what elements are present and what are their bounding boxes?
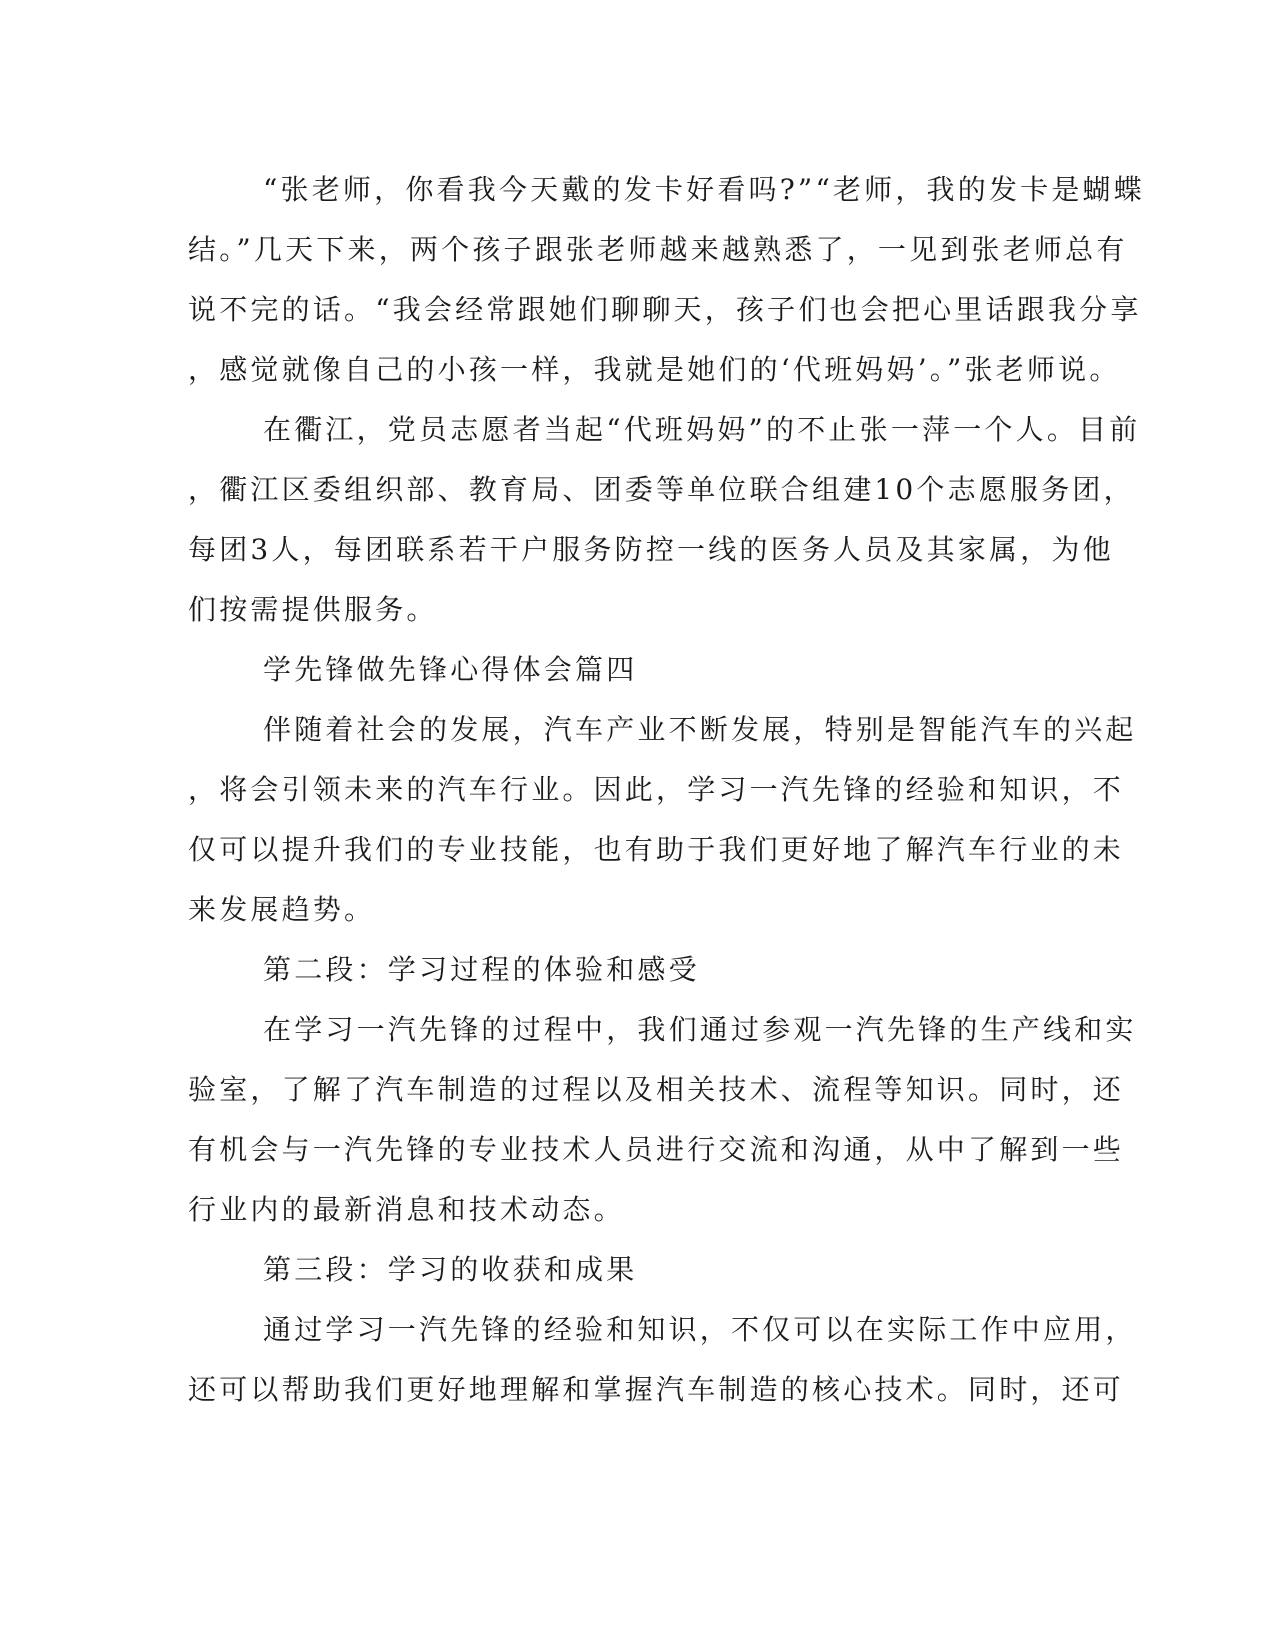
text-line: 验室，了解了汽车制造的过程以及相关技术、流程等知识。同时，还 [188, 1073, 1125, 1106]
text-line: ，衢江区委组织部、教育局、团委等单位联合组建10个志愿服务团， [188, 473, 1135, 506]
text-line: 们按需提供服务。 [188, 593, 438, 626]
text-line: 在学习一汽先锋的过程中，我们通过参观一汽先锋的生产线和实 [263, 1013, 1137, 1046]
text-line: ，感觉就像自己的小孩一样，我就是她们的‘代班妈妈’。”张老师说。 [188, 353, 1121, 386]
text-line: ，将会引领未来的汽车行业。因此，学习一汽先锋的经验和知识，不 [188, 773, 1125, 806]
text-line: 仅可以提升我们的专业技能，也有助于我们更好地了解汽车行业的未 [188, 833, 1125, 866]
text-line: 在衢江，党员志愿者当起“代班妈妈”的不止张一萍一个人。目前 [263, 413, 1141, 446]
text-line: 还可以帮助我们更好地理解和掌握汽车制造的核心技术。同时，还可 [188, 1373, 1125, 1406]
text-line: 通过学习一汽先锋的经验和知识，不仅可以在实际工作中应用， [263, 1313, 1137, 1346]
text-line: 说不完的话。“我会经常跟她们聊聊天，孩子们也会把心里话跟我分享 [188, 293, 1142, 326]
document-body [188, 160, 1145, 1420]
text-line: 有机会与一汽先锋的专业技术人员进行交流和沟通，从中了解到一些 [188, 1133, 1125, 1166]
text-line: 每团3人，每团联系若干户服务防控一线的医务人员及其家属，为他 [188, 533, 1114, 566]
section-heading: 学先锋做先锋心得体会篇四 [263, 653, 638, 686]
section-heading: 第二段：学习过程的体验和感受 [263, 953, 700, 986]
text-line: 来发展趋势。 [188, 893, 376, 926]
section-heading: 第三段：学习的收获和成果 [263, 1253, 638, 1286]
text-line: 行业内的最新消息和技术动态。 [188, 1193, 625, 1226]
text-line: 伴随着社会的发展，汽车产业不断发展，特别是智能汽车的兴起 [263, 713, 1137, 746]
text-line: “张老师，你看我今天戴的发卡好看吗?”“老师，我的发卡是蝴蝶 [263, 173, 1145, 206]
text-line: 结。”几天下来，两个孩子跟张老师越来越熟悉了，一见到张老师总有 [188, 233, 1128, 266]
